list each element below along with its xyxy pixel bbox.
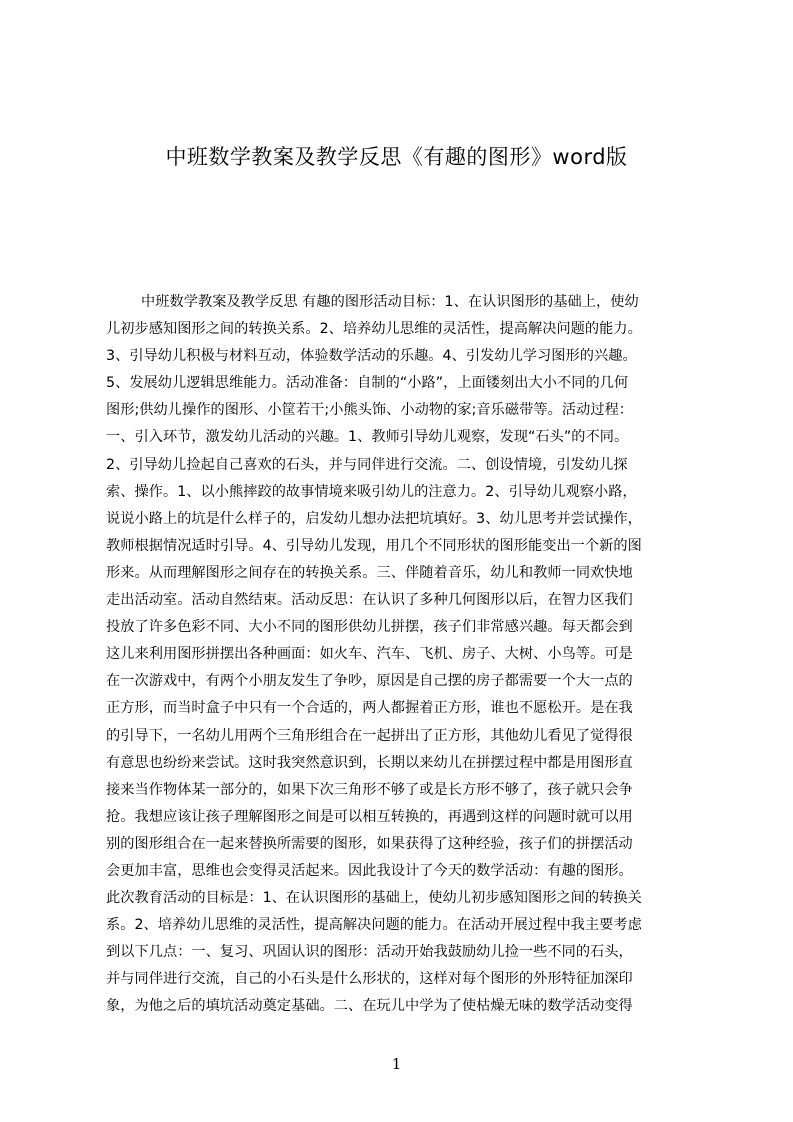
text-line: 5、发展幼儿逻辑思维能力。活动准备：自制的“小路”，上面镂刻出大小不同的几何 [106,375,629,392]
text-line: 此次教育活动的目标是：1、在认识图形的基础上，使幼儿初步感知图形之间的转换关 [106,890,642,907]
text-line: 正方形，而当时盒子中只有一个合适的，两人都握着正方形，谁也不愿松开。是在我 [106,700,633,717]
text-line: 儿初步感知图形之间的转换关系。2、培养幼儿思维的灵活性，提高解决问题的能力。 [106,321,642,338]
text-line: 象，为他之后的填坑活动奠定基础。二、在玩儿中学为了使枯燥无味的数学活动变得 [106,998,633,1015]
text-line: 3、引导幼儿积极与材料互动，体验数学活动的乐趣。4、引发幼儿学习图形的兴趣。 [106,348,637,365]
text-line: 有意思也纷纷来尝试。这时我突然意识到，长期以来幼儿在拼摆过程中都是用图形直 [106,754,633,771]
body-text [106,289,698,1021]
text-line: 在一次游戏中，有两个小朋友发生了争吵，原因是自己摆的房子都需要一个大一点的 [106,673,633,690]
text-line: 别的图形组合在一起来替换所需要的图形，如果获得了这种经验，孩子们的拼摆活动 [106,835,633,852]
document-title: 中班数学教案及教学反思《有趣的图形》word版 [165,145,628,169]
text-line: 这儿来利用图形拼摆出各种画面：如火车、汽车、飞机、房子、大树、小鸟等。可是 [106,646,633,663]
text-line: 投放了许多色彩不同、大小不同的图形供幼儿拼摆，孩子们非常感兴趣。每天都会到 [106,619,633,636]
text-line: 说说小路上的坑是什么样子的，启发幼儿想办法把坑填好。3、幼儿思考并尝试操作， [106,510,642,527]
text-line: 一、引入环节，激发幼儿活动的兴趣。1、教师引导幼儿观察，发现“石头”的不同。 [106,429,629,446]
text-line: 中班数学教案及教学反思 有趣的图形活动目标：1、在认识图形的基础上，使幼 [141,294,639,310]
text-line: 形来。从而理解图形之间存在的转换关系。三、伴随着音乐，幼儿和教师一同欢快地 [106,564,633,581]
text-line: 并与同伴进行交流，自己的小石头是什么形状的，这样对每个图形的外形特征加深印 [106,971,633,988]
text-line: 到以下几点：一、复习、巩固认识的图形：活动开始我鼓励幼儿捡一些不同的石头， [106,944,633,961]
text-line: 走出活动室。活动自然结束。活动反思：在认识了多种几何图形以后，在智力区我们 [106,592,633,609]
text-line: 会更加丰富，思维也会变得灵活起来。因此我设计了今天的数学活动：有趣的图形。 [106,862,633,879]
text-line: 系。2、培养幼儿思维的灵活性，提高解决问题的能力。在活动开展过程中我主要考虑 [106,917,642,934]
text-line: 图形;供幼儿操作的图形、小筐若干;小熊头饰、小动物的家;音乐磁带等。活动过程： [106,402,634,419]
text-line: 抢。我想应该让孩子理解图形之间是可以相互转换的，再遇到这样的问题时就可以用 [106,808,633,825]
text-line: 教师根据情况适时引导。4、引导幼儿发现，用几个不同形状的图形能变出一个新的图 [106,537,642,554]
text-line: 2、引导幼儿捡起自己喜欢的石头，并与同伴进行交流。二、创设情境，引发幼儿探 [106,456,628,473]
text-line: 索、操作。1、以小熊摔跤的故事情境来吸引幼儿的注意力。2、引导幼儿观察小路， [106,483,637,500]
page-number: 1 [391,1055,402,1073]
text-line: 接来当作物体某一部分的，如果下次三角形不够了或是长方形不够了，孩子就只会争 [106,781,633,798]
text-line: 的引导下，一名幼儿用两个三角形组合在一起拼出了正方形，其他幼儿看见了觉得很 [106,727,633,744]
